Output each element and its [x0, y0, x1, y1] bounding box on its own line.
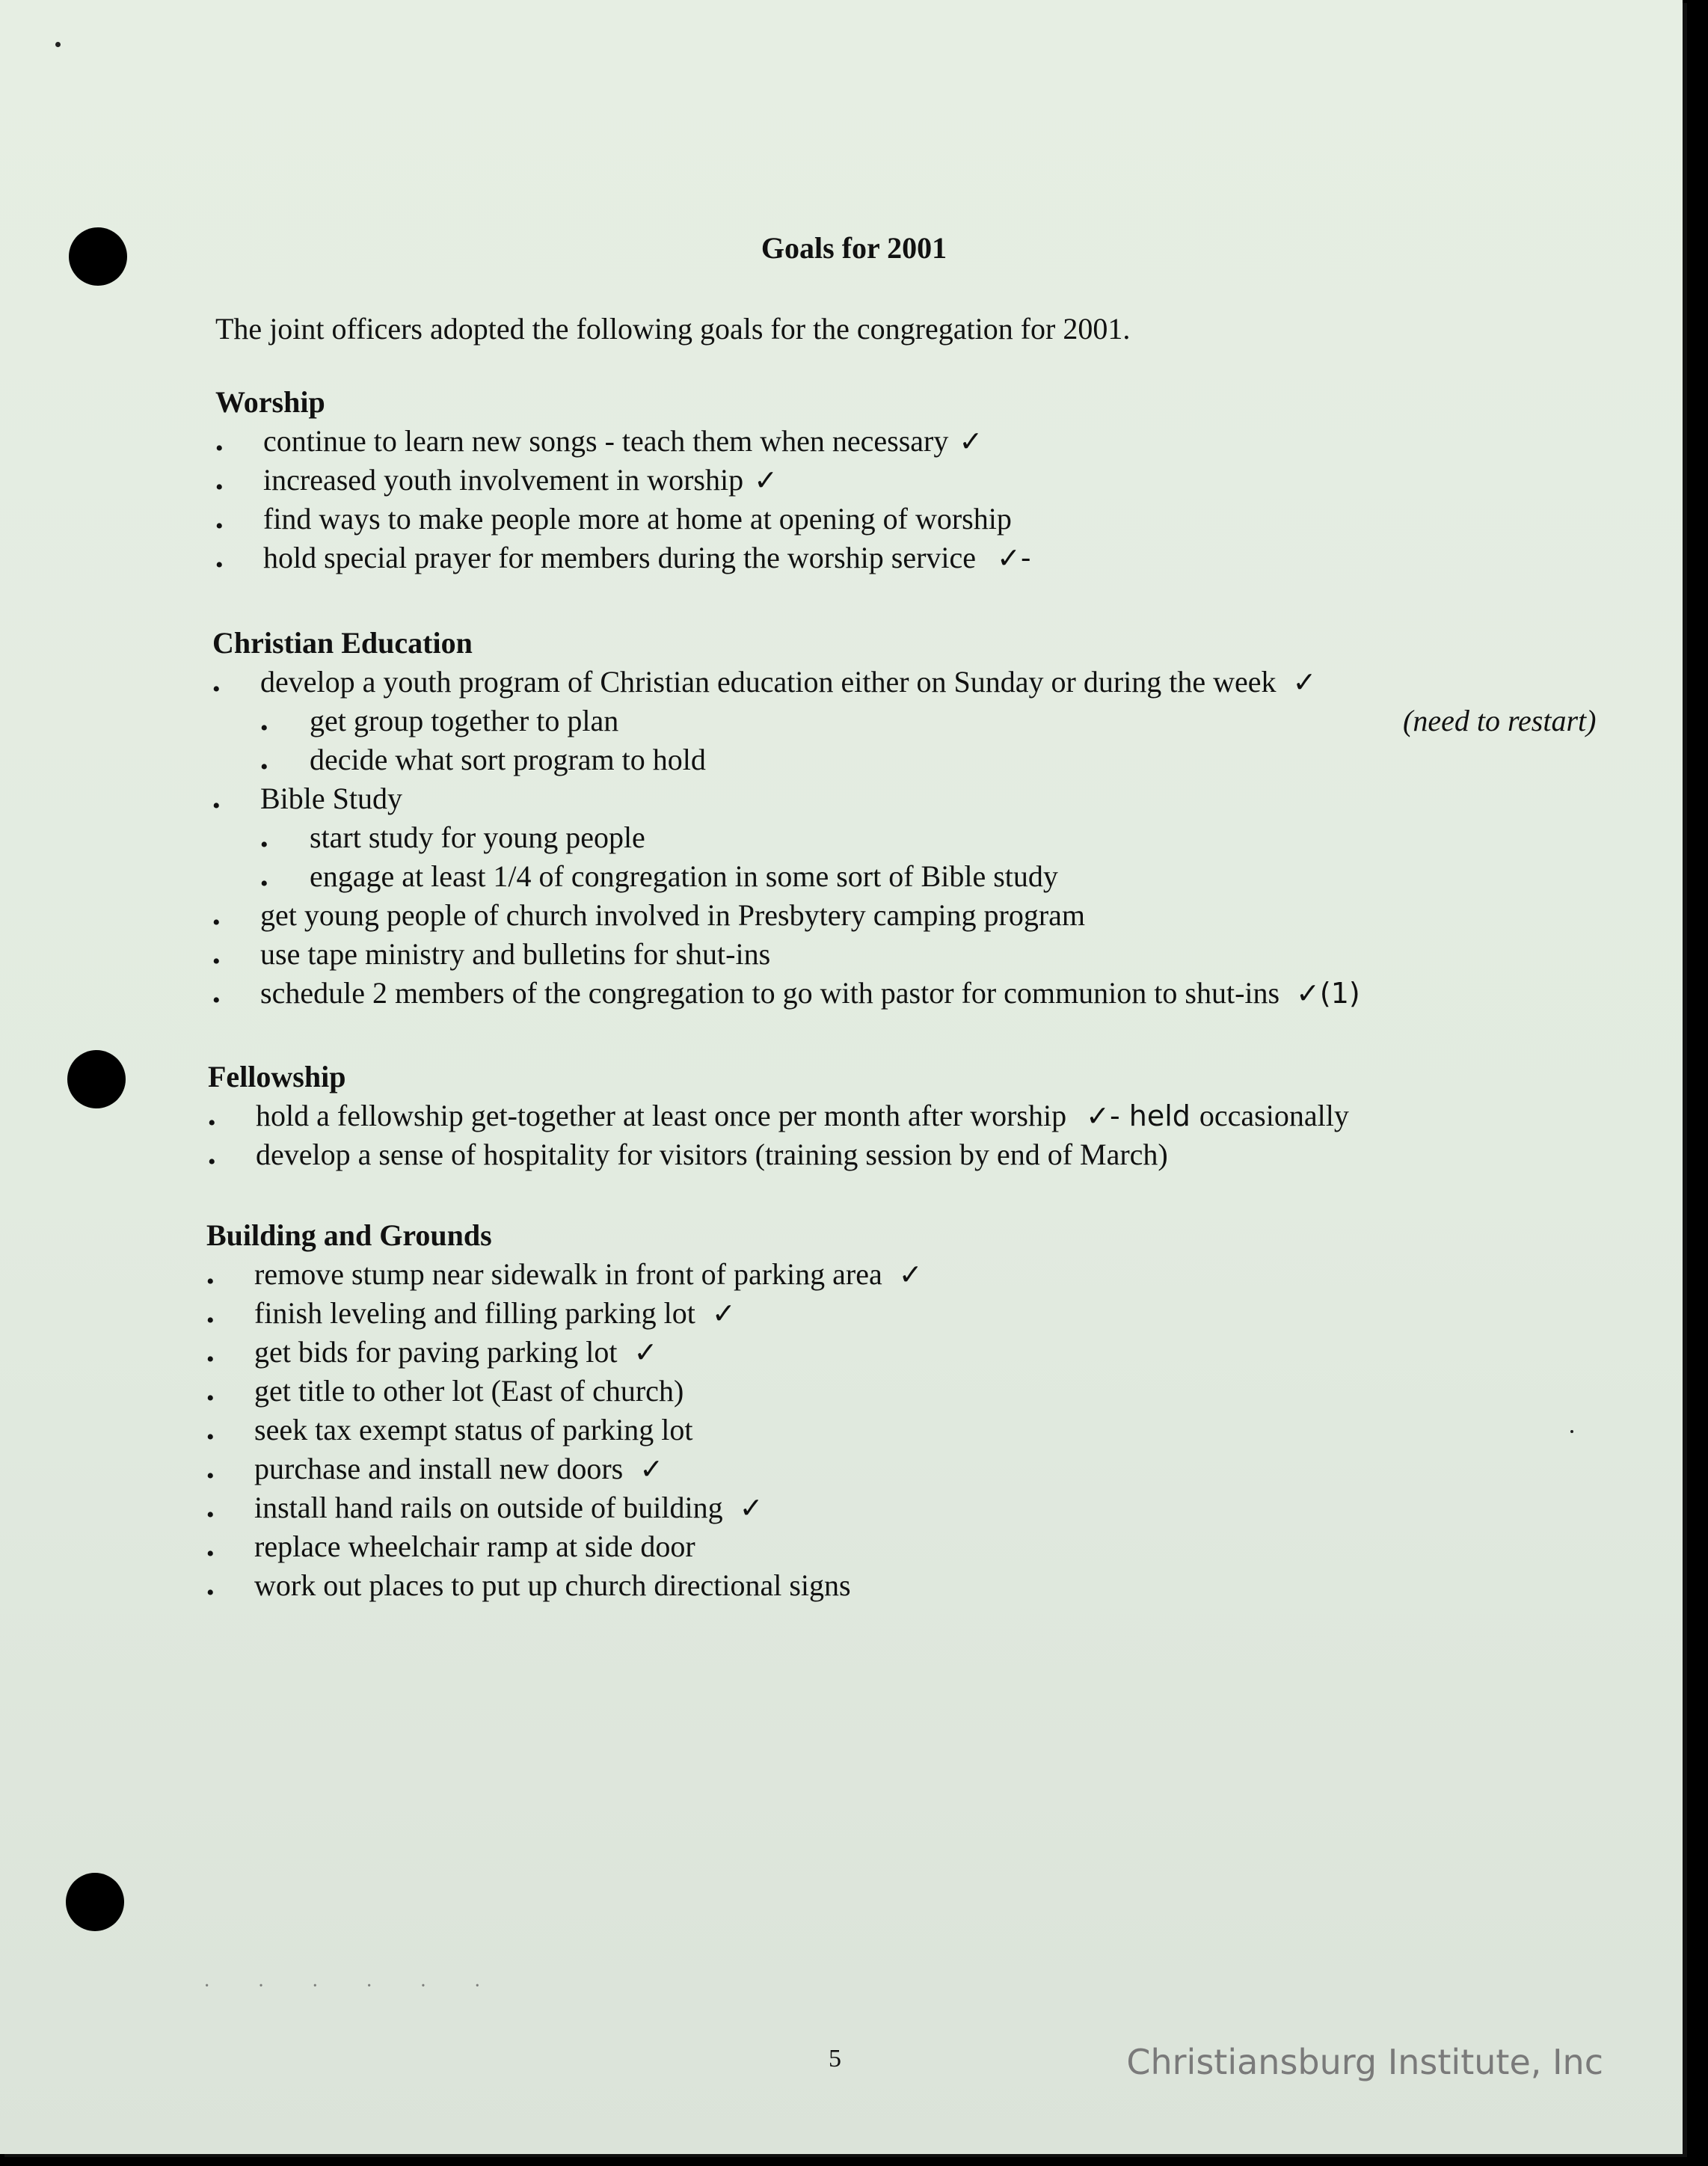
list-item	[206, 1376, 923, 1415]
watermark: Christiansburg Institute, Inc	[1126, 2042, 1603, 2082]
item-text: purchase and install new doors	[254, 1452, 624, 1485]
item-text: work out places to put up church directional signs	[254, 1568, 851, 1602]
list-item	[212, 898, 1360, 939]
bullet: •	[206, 1580, 215, 1605]
speck	[1570, 1430, 1573, 1433]
bullet: •	[215, 514, 224, 539]
section-heading: Fellowship	[208, 1060, 346, 1093]
bullet: •	[206, 1503, 215, 1527]
list-item	[212, 667, 1360, 706]
sub-list-item	[212, 859, 1360, 901]
section-worship	[215, 387, 1031, 582]
section-building-and-grounds	[206, 1218, 923, 1610]
section-heading: Worship	[215, 385, 325, 419]
list-item	[215, 504, 1031, 543]
bullet: •	[206, 1347, 215, 1372]
item-text: develop a sense of hospitality for visitors (training session by end of March)	[256, 1138, 1168, 1171]
item-text: replace wheelchair ramp at side door	[254, 1530, 695, 1563]
check-mark: ✓	[633, 1336, 658, 1369]
check-mark: ✓(1)	[1296, 977, 1360, 1010]
item-text: install hand rails on outside of building	[254, 1491, 723, 1524]
bullet: •	[260, 755, 268, 779]
bullet: •	[212, 677, 221, 702]
list-item	[206, 1568, 923, 1610]
check-mark: ✓	[1292, 666, 1317, 699]
bullet: •	[206, 1308, 215, 1333]
item-text: get young people of church involved in Presbytery camping program	[260, 898, 1086, 932]
sub-list-item	[212, 704, 1597, 745]
item-text: increased youth involvement in worship	[263, 463, 744, 497]
bullet: •	[206, 1541, 215, 1566]
bullet: •	[215, 553, 224, 577]
list-item	[212, 939, 1360, 978]
item-text: develop a youth program of Christian education either on Sunday or during the week	[260, 665, 1277, 699]
bullet: •	[212, 794, 221, 818]
list-item	[215, 426, 1031, 465]
check-mark: ✓- held	[1086, 1099, 1191, 1132]
item-text: start study for young people	[310, 820, 645, 854]
bullet: •	[206, 1464, 215, 1488]
section-christian-education	[212, 626, 1597, 1017]
check-mark: ✓	[711, 1297, 736, 1330]
list-item	[206, 1532, 923, 1571]
bullet: •	[206, 1269, 215, 1294]
item-text: hold a fellowship get-together at least once per month after worship	[256, 1099, 1067, 1132]
bullet: •	[260, 871, 268, 896]
item-text: remove stump near sidewalk in front of parking area	[254, 1257, 882, 1291]
list-item	[208, 1101, 1349, 1140]
item-text: schedule 2 members of the congregation to go with pastor for communion to shut-ins	[260, 976, 1280, 1010]
list-item	[215, 465, 1031, 504]
check-mark: ✓	[898, 1258, 923, 1291]
bleed-through-marks: · · · · · ·	[203, 1975, 502, 1998]
bullet: •	[206, 1386, 215, 1411]
intro-paragraph: The joint officers adopted the following goals for the congregation for 2001.	[215, 312, 1131, 346]
speck	[55, 42, 61, 47]
bullet: •	[208, 1111, 216, 1135]
section-fellowship	[208, 1062, 1349, 1179]
check-mark: ✓	[754, 464, 778, 497]
list-item	[215, 543, 1031, 582]
check-mark: ✓	[959, 425, 983, 458]
sub-list-item	[212, 820, 1360, 862]
list-item	[206, 1337, 923, 1376]
bullet: •	[260, 716, 268, 740]
section-heading: Christian Education	[212, 626, 473, 660]
bullet: •	[212, 988, 221, 1013]
list-item	[206, 1454, 923, 1493]
item-text: seek tax exempt status of parking lot	[254, 1413, 693, 1446]
bullet: •	[215, 436, 224, 461]
section-heading: Building and Grounds	[206, 1218, 492, 1252]
item-text: use tape ministry and bulletins for shut-ins	[260, 937, 771, 971]
page-number: 5	[829, 2045, 841, 2073]
handwritten-note: occasionally	[1199, 1099, 1349, 1132]
bullet: •	[206, 1425, 215, 1449]
bullet: •	[212, 910, 221, 935]
list-item	[206, 1415, 923, 1454]
bullet: •	[215, 475, 224, 500]
check-mark: ✓	[739, 1491, 764, 1524]
bullet: •	[260, 832, 268, 857]
item-text: get title to other lot (East of church)	[254, 1374, 684, 1408]
page-title: Goals for 2001	[761, 231, 947, 265]
list-item	[206, 1257, 923, 1298]
bullet: •	[208, 1150, 216, 1174]
list-item	[206, 1298, 923, 1337]
punch-hole-middle	[67, 1050, 126, 1108]
list-item	[212, 784, 1360, 823]
sub-list-item	[212, 745, 1360, 784]
punch-hole-bottom	[66, 1873, 124, 1931]
margin-note: (need to restart)	[1403, 704, 1597, 737]
item-text: get group together to plan	[310, 704, 619, 737]
list-item	[212, 978, 1360, 1017]
bullet: •	[212, 949, 221, 974]
list-item	[206, 1493, 923, 1532]
item-text: hold special prayer for members during the worship service	[263, 541, 977, 574]
item-text: engage at least 1/4 of congregation in some sort of Bible study	[310, 859, 1058, 893]
item-text: get bids for paving parking lot	[254, 1335, 618, 1369]
item-text: finish leveling and filling parking lot	[254, 1296, 695, 1330]
item-text: continue to learn new songs - teach them when necessary	[263, 424, 949, 458]
item-text: Bible Study	[260, 782, 403, 815]
list-item	[208, 1140, 1349, 1179]
item-text: decide what sort program to hold	[310, 743, 706, 776]
check-mark: ✓-	[997, 542, 1031, 574]
check-mark: ✓	[639, 1452, 664, 1485]
item-text: find ways to make people more at home at opening of worship	[263, 502, 1012, 536]
